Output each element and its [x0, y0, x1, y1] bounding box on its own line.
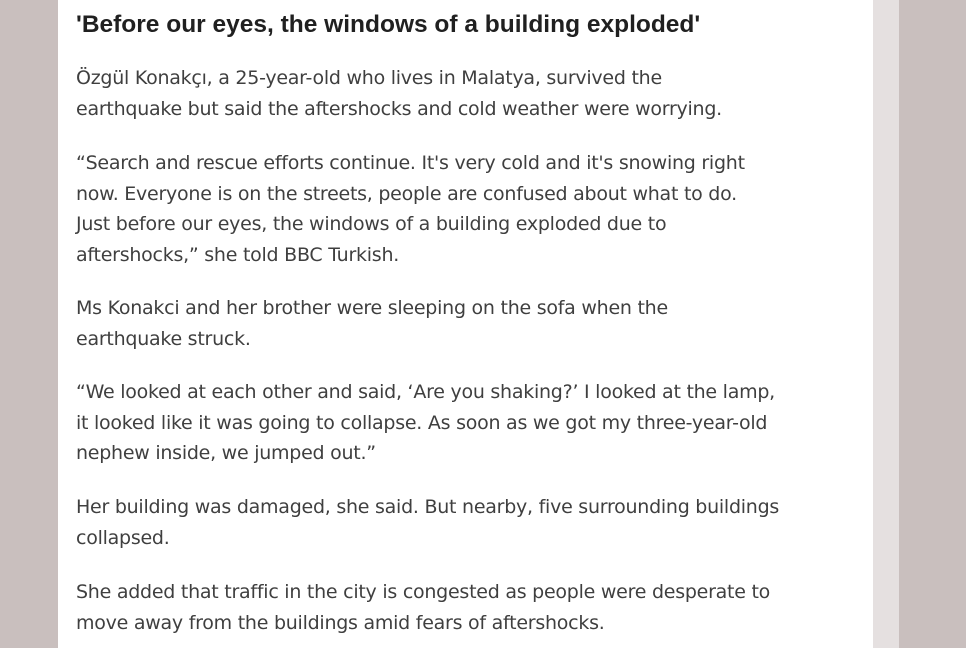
article-paragraph	[76, 293, 866, 354]
paragraph-line: earthquake struck.	[76, 327, 251, 350]
article-paragraph	[76, 63, 866, 124]
paragraph-line: collapsed.	[76, 526, 170, 549]
paragraph-line: nephew inside, we jumped out.”	[76, 442, 376, 464]
paragraph-line: it looked like it was going to collapse. As soon as we got my three-year-old	[76, 411, 768, 434]
article-paragraph	[76, 577, 866, 638]
article-body	[58, 0, 873, 648]
paragraph-line: Just before our eyes, the windows of a building exploded due to	[76, 213, 667, 235]
article-paragraph-quote	[76, 148, 866, 270]
paragraph-line: “Search and rescue efforts continue. It's very cold and it's snowing right	[76, 152, 745, 174]
paragraph-line: aftershocks,” she told BBC Turkish.	[76, 243, 400, 266]
side-margin-strip	[873, 0, 899, 648]
paragraph-line: Her building was damaged, she said. But nearby, five surrounding buildings	[76, 496, 780, 518]
article-subheading: 'Before our eyes, the windows of a building exploded'	[76, 11, 701, 38]
paragraph-line: “We looked at each other and said, ‘Are you shaking?’ I looked at the lamp,	[76, 381, 775, 403]
paragraph-line: Özgül Konakçı, a 25-year-old who lives in Malatya, survived the	[76, 67, 662, 89]
paragraph-line: move away from the buildings amid fears of aftershocks.	[76, 611, 605, 634]
paragraph-line: Ms Konakci and her brother were sleeping on the sofa when the	[76, 297, 668, 319]
article-paragraph	[76, 492, 866, 553]
article-paragraph-quote	[76, 377, 866, 469]
paragraph-line: earthquake but said the aftershocks and cold weather were worrying.	[76, 97, 722, 120]
paragraph-line: She added that traffic in the city is congested as people were desperate to	[76, 581, 771, 603]
paragraph-line: now. Everyone is on the streets, people are confused about what to do.	[76, 182, 737, 205]
